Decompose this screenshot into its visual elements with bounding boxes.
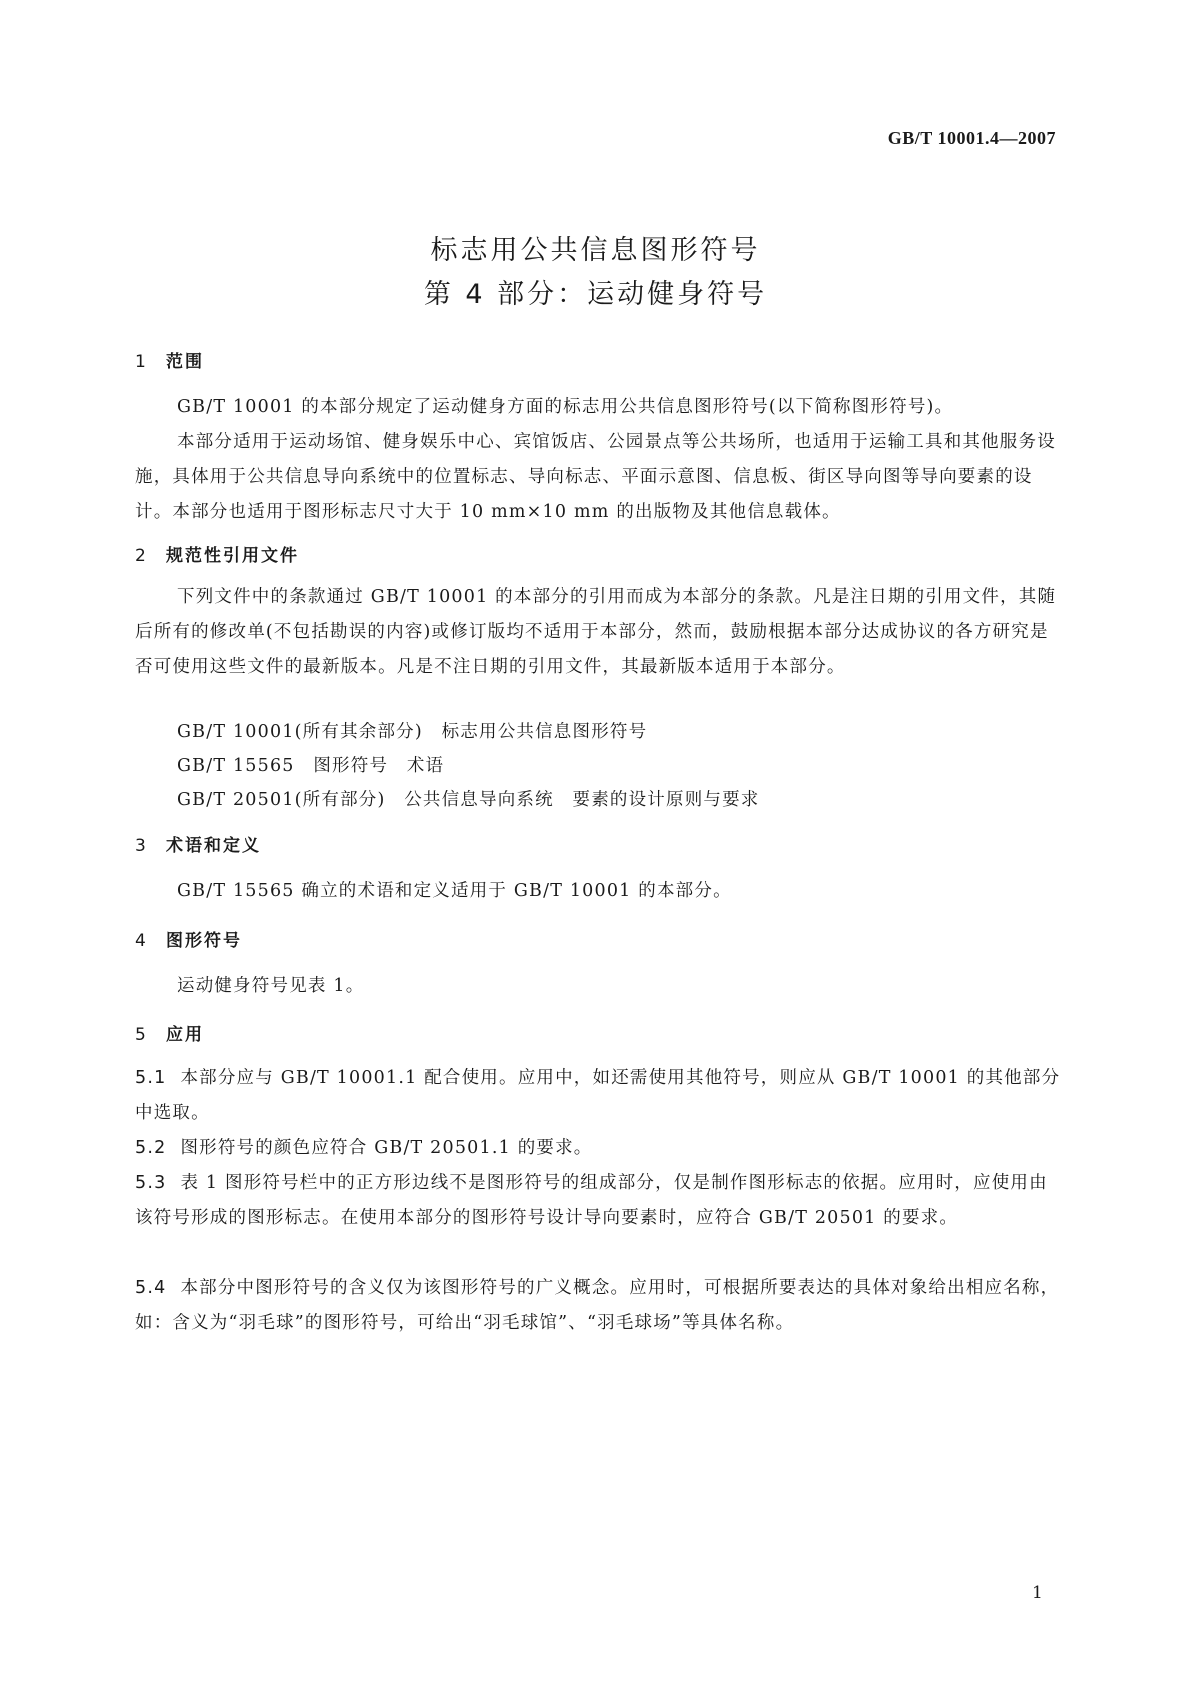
section-1-heading xyxy=(135,347,204,372)
section-3-paragraph-1: GB/T 15565 确立的术语和定义适用于 GB/T 10001 的本部分。 xyxy=(177,881,732,901)
reference-item: GB/T 15565 图形符号 术语 xyxy=(177,756,445,776)
clause-number: 5.2 xyxy=(135,1138,167,1158)
clause-text: 本部分应与 GB/T 10001.1 配合使用。应用中，如还需使用其他符号，则应从 GB/T 10001 的其他部分中选取。 xyxy=(135,1068,1061,1123)
clause-number: 5.4 xyxy=(135,1278,167,1298)
section-1-paragraph-2: 本部分适用于运动场馆、健身娱乐中心、宾馆饭店、公园景点等公共场所，也适用于运输工具和其他服务设施，具体用于公共信息导向系统中的位置标志、导向标志、平面示意图、信息板、街区导向图等导向要素的设计。本部分也适用于图形标志尺寸大于 10 mm×10 mm 的出版物及其他信息载体。 xyxy=(135,432,1056,522)
section-2-title: 规范性引用文件 xyxy=(166,546,299,566)
clause-5-1 xyxy=(135,1061,1062,1131)
clause-5-2 xyxy=(135,1131,1062,1166)
section-5-title: 应用 xyxy=(166,1025,204,1045)
section-3-title: 术语和定义 xyxy=(166,836,261,856)
section-4-title: 图形符号 xyxy=(166,931,242,951)
clause-number: 5.1 xyxy=(135,1068,167,1088)
section-3-heading xyxy=(135,831,261,856)
clause-5-4 xyxy=(135,1271,1062,1341)
section-2-number: 2 xyxy=(135,546,148,566)
section-1-paragraph-1: GB/T 10001 的本部分规定了运动健身方面的标志用公共信息图形符号(以下简称图形符号)。 xyxy=(177,397,954,417)
section-2-heading xyxy=(135,541,299,566)
page-number: 1 xyxy=(1032,1583,1043,1603)
title-line-1: 标志用公共信息图形符号 xyxy=(430,235,761,266)
section-2-paragraph-1: 下列文件中的条款通过 GB/T 10001 的本部分的引用而成为本部分的条款。凡是注日期的引用文件，其随后所有的修改单(不包括勘误的内容)或修订版均不适用于本部分，然而，鼓励根据本部分达成协议的各方研究是否可使用这些文件的最新版本。凡是不注日期的引用文件，其最新版本适用于本部分。 xyxy=(135,587,1057,677)
section-3-number: 3 xyxy=(135,836,148,856)
section-1-title: 范围 xyxy=(166,352,204,372)
reference-item: GB/T 10001(所有其余部分) 标志用公共信息图形符号 xyxy=(177,722,648,742)
clause-5-3 xyxy=(135,1166,1062,1236)
clause-text: 表 1 图形符号栏中的正方形边线不是图形符号的组成部分，仅是制作图形标志的依据。应用时，应使用由该符号形成的图形标志。在使用本部分的图形符号设计导向要素时，应符合 GB/T 20501 的要求。 xyxy=(135,1173,1048,1228)
section-1-number: 1 xyxy=(135,352,148,372)
section-5-heading xyxy=(135,1020,204,1045)
standard-number: GB/T 10001.4—2007 xyxy=(887,128,1056,148)
reference-item: GB/T 20501(所有部分) 公共信息导向系统 要素的设计原则与要求 xyxy=(177,790,760,810)
section-5-number: 5 xyxy=(135,1025,148,1045)
clause-number: 5.3 xyxy=(135,1173,167,1193)
clause-text: 图形符号的颜色应符合 GB/T 20501.1 的要求。 xyxy=(180,1138,593,1158)
title-line-2: 第 4 部分：运动健身符号 xyxy=(423,279,768,310)
section-4-paragraph-1: 运动健身符号见表 1。 xyxy=(177,976,365,996)
section-4-number: 4 xyxy=(135,931,148,951)
section-4-heading xyxy=(135,926,242,951)
clause-text: 本部分中图形符号的含义仅为该图形符号的广义概念。应用时，可根据所要表达的具体对象给出相应名称，如：含义为“羽毛球”的图形符号，可给出“羽毛球馆”、“羽毛球场”等具体名称。 xyxy=(135,1278,1060,1333)
